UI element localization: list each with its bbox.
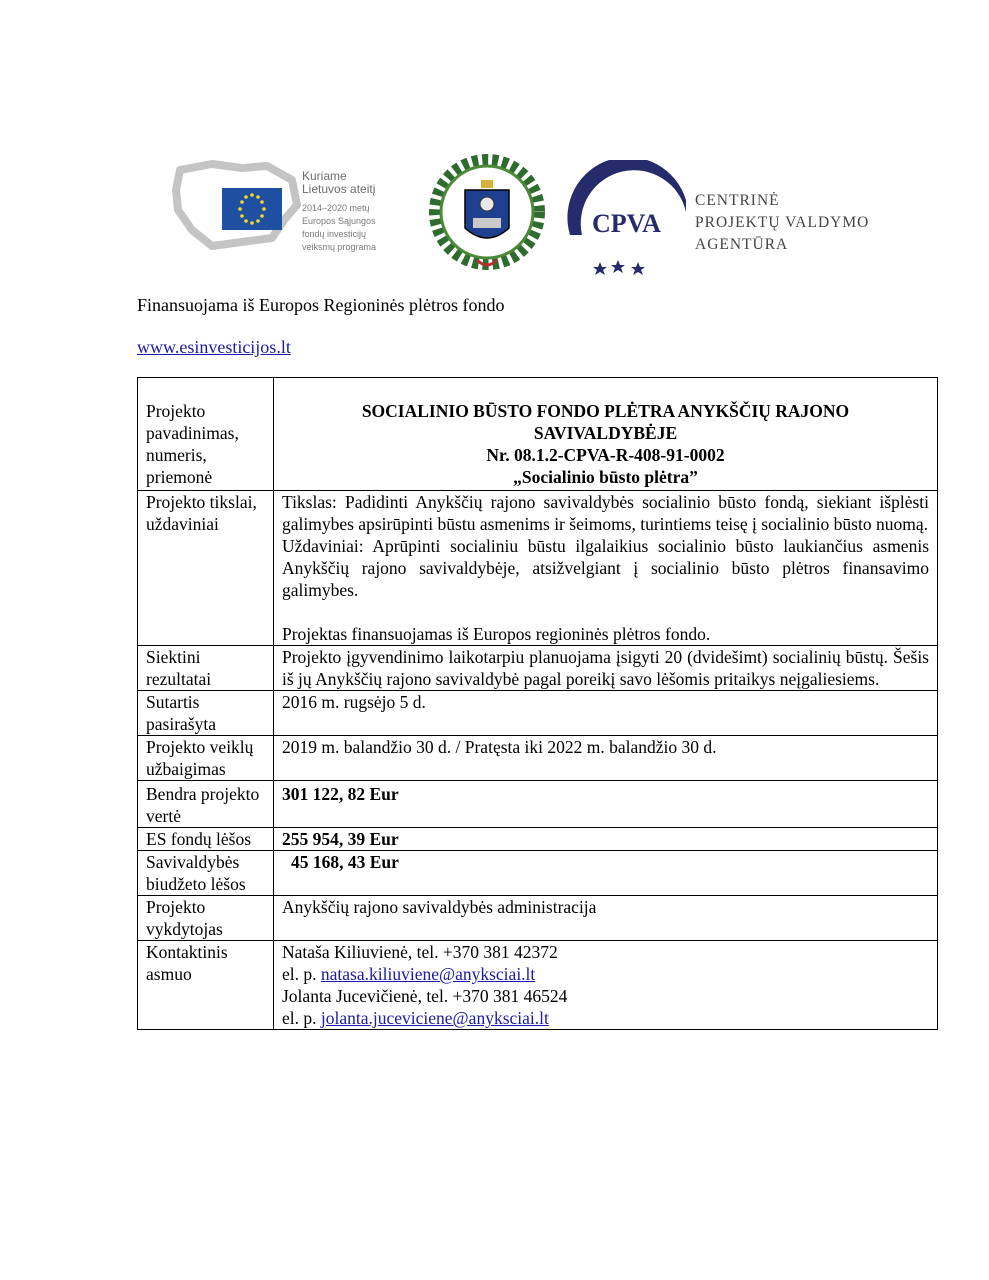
email-prefix: el. p. [282, 964, 321, 984]
completion-text: 2019 m. balandžio 30 d. / Pratęsta iki 2022 m. balandžio 30 d. [274, 736, 938, 781]
completion-label: Projekto veiklų užbaigimas [138, 736, 274, 781]
cpva-abbreviation: CPVA [592, 209, 661, 238]
project-title-line: SAVIVALDYBĖJE [533, 423, 678, 443]
eu-funds: 255 954, 39 Eur [274, 828, 938, 851]
contract-date: 2016 m. rugsėjo 5 d. [274, 691, 938, 736]
table-row [138, 736, 938, 781]
executor-label: Projekto vykdytojas [138, 896, 274, 941]
project-number: Nr. 08.1.2-CPVA-R-408-91-0002 [486, 445, 725, 465]
eu-logo-line: Europos Sąjungos [302, 216, 376, 226]
cpva-name [695, 190, 869, 256]
executor: Anykščių rajono savivaldybės administracija [274, 896, 938, 941]
results-label: Siektini rezultatai [138, 646, 274, 691]
goal-text: Tikslas: Padidinti Anykščių rajono savivaldybės socialinio būsto fondą, siekiant išplėsti galimybes apsirūpinti būstu asmenims ir šeimoms, turintiems teisę į socialinio būsto nuomą. [282, 492, 929, 534]
municipal-funds: 45 168, 43 Eur [274, 851, 938, 896]
eu-logo-line: Lietuvos ateitį [302, 182, 376, 196]
lithuania-map-eu-flag-icon [172, 160, 302, 250]
contact-label: Kontaktinis asmuo [138, 941, 274, 1030]
total-value: 301 122, 82 Eur [274, 781, 938, 828]
esinvesticijos-link[interactable]: www.esinvesticijos.lt [137, 337, 291, 357]
project-info-table [137, 377, 938, 1030]
eu-logo-line: Kuriame [302, 169, 347, 183]
table-row [138, 896, 938, 941]
table-row [138, 691, 938, 736]
table-row [138, 378, 938, 491]
project-title-line: SOCIALINIO BŪSTO FONDO PLĖTRA ANYKŠČIŲ RAJONO [361, 401, 850, 421]
contact2-email-link[interactable]: jolanta.juceviciene@anyksciai.lt [320, 1008, 549, 1028]
contact2-line: Jolanta Jucevičienė, tel. +370 381 46524 [282, 986, 568, 1006]
contract-label: Sutartis pasirašyta [138, 691, 274, 736]
eu-logo-line: veiksmų programa [302, 242, 377, 252]
email-prefix: el. p. [282, 1008, 321, 1028]
table-row [138, 491, 938, 646]
logo-row [0, 150, 989, 280]
goals-cell [274, 491, 938, 646]
total-value-label: Bendra projekto vertė [138, 781, 274, 828]
table-row [138, 828, 938, 851]
funding-line: Finansuojama iš Europos Regioninės plėtros fondo [137, 295, 505, 315]
project-name-label: Projekto pavadinimas, numeris, priemonė [138, 378, 274, 491]
municipal-funds-label: Savivaldybės biudžeto lėšos [138, 851, 274, 896]
cpva-name-line: PROJEKTŲ VALDYMO [695, 214, 870, 231]
table-row [138, 941, 938, 1030]
tasks-text: Uždaviniai: Aprūpinti socialiniu būstu ilgalaikius socialinio būsto laukiančius asmenis Anykščių rajono savivaldybėje, atsižvelgiant į socialinio būsto plėtros finansavimo galimybes. [282, 536, 929, 600]
measure-name: „Socialinio būsto plėtra” [513, 467, 698, 487]
results-text: Projekto įgyvendinimo laikotarpiu planuojama įsigyti 20 (dvidešimt) socialinių būstų. Šešis iš jų Anykščių rajono savivaldybė pagal poreikį savo lėšomis pritaikys neįgaliesiems. [274, 646, 938, 691]
financing-note: Projektas finansuojamas iš Europos regioninės plėtros fondo. [282, 624, 711, 644]
table-row [138, 646, 938, 691]
eu-funds-label: ES fondų lėšos [138, 828, 274, 851]
contact1-email-link[interactable]: natasa.kiliuviene@anyksciai.lt [320, 964, 536, 984]
goals-label: Projekto tikslai, uždaviniai [138, 491, 274, 646]
contact1-email-line [282, 963, 929, 985]
contact1-line: Nataša Kiliuvienė, tel. +370 381 42372 [282, 942, 558, 962]
eu-investments-logo [172, 160, 397, 260]
eu-logo-text [302, 170, 376, 254]
cpva-name-line: AGENTŪRA [695, 236, 789, 253]
coat-of-arms-icon [425, 150, 550, 278]
eu-logo-line: 2014–2020 metų [302, 203, 370, 213]
cpva-name-line: CENTRINĖ [695, 192, 780, 209]
cpva-emblem-icon [560, 160, 690, 275]
table-row [138, 781, 938, 828]
eu-logo-line: fondų investicijų [302, 229, 367, 239]
cpva-logo [560, 160, 880, 275]
contact2-email-line [282, 1007, 929, 1029]
table-row [138, 851, 938, 896]
contact-cell [274, 941, 938, 1030]
project-name-cell [274, 378, 938, 491]
